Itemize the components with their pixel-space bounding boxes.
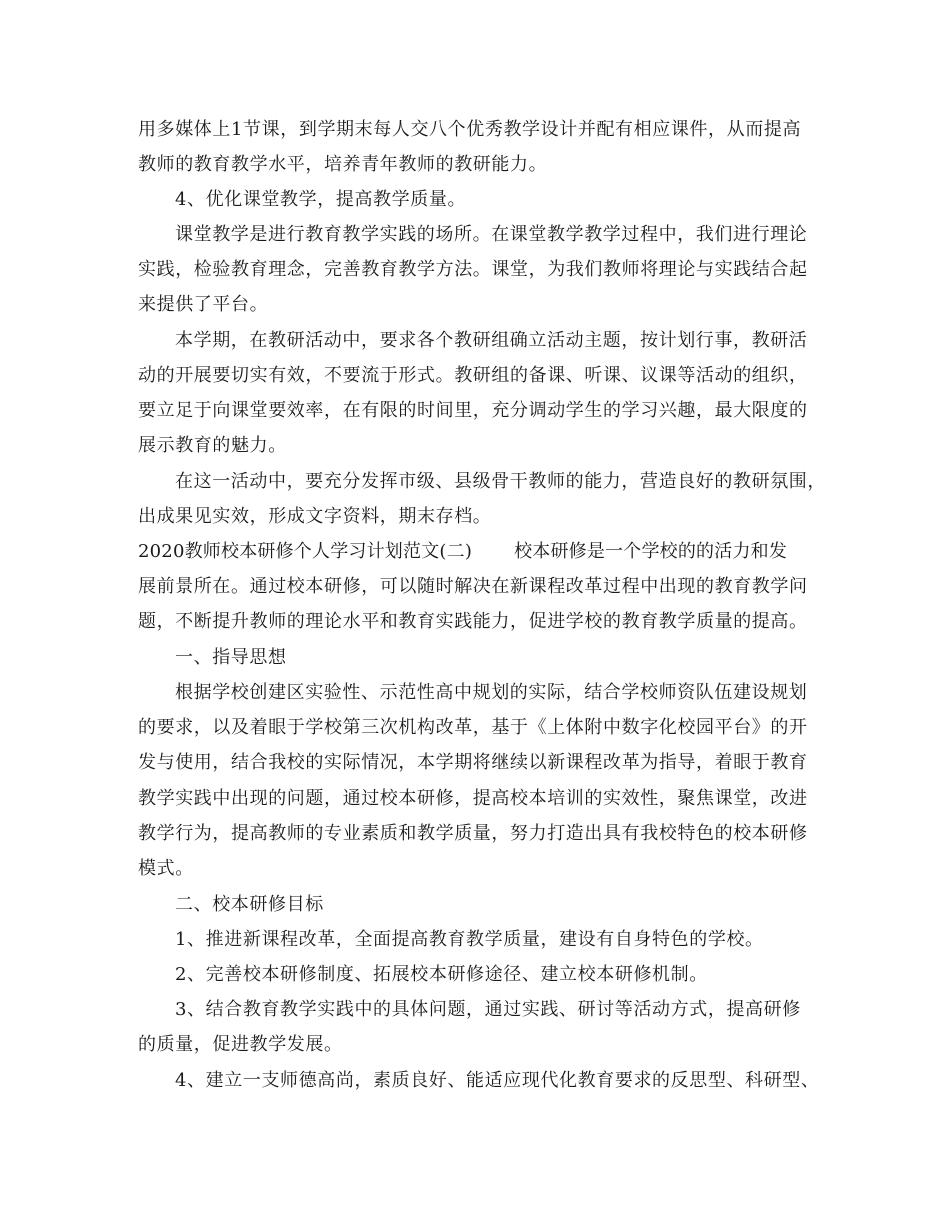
paragraph-line: 用多媒体上1节课，到学期末每人交八个优秀教学设计并配有相应课件，从而提高 bbox=[138, 119, 802, 140]
paragraph-line: 教学实践中出现的问题，通过校本研修，提高校本培训的实效性，聚焦课堂，改进 bbox=[138, 788, 808, 809]
section-heading: 一、指导思想 bbox=[175, 647, 287, 668]
list-item: 2、完善校本研修制度、拓展校本研修途径、建立校本研修机制。 bbox=[175, 964, 708, 985]
list-item: 4、建立一支师德高尚，素质良好、能适应现代化教育要求的反思型、科研型、 bbox=[175, 1070, 820, 1091]
paragraph-line: 4、优化课堂教学，提高教学质量。 bbox=[175, 189, 467, 210]
paragraph-line: 的要求，以及着眼于学校第三次机构改革，基于《上体附中数字化校园平台》的开 bbox=[138, 717, 808, 738]
section-heading: 二、校本研修目标 bbox=[175, 894, 324, 915]
paragraph-line: 发与使用，结合我校的实际情况，本学期将继续以新课程改革为指导，着眼于教育 bbox=[138, 752, 808, 773]
paragraph-line: 出成果见实效，形成文字资料，期末存档。 bbox=[138, 506, 492, 527]
paragraph-line: 展前景所在。通过校本研修，可以随时解决在新课程改革过程中出现的教育教学问 bbox=[138, 576, 808, 597]
section-title: 2020教师校本研修个人学习计划范文(二) bbox=[138, 541, 473, 562]
paragraph-line: 动的开展要切实有效，不要流于形式。教研组的备课、听课、议课等活动的组织， bbox=[138, 365, 808, 386]
paragraph-line: 要立足于向课堂要效率，在有限的时间里，充分调动学生的学习兴趣，最大限度的 bbox=[138, 400, 808, 421]
paragraph-line: 展示教育的魅力。 bbox=[138, 435, 287, 456]
paragraph-line: 模式。 bbox=[138, 858, 194, 879]
paragraph-line: 教师的教育教学水平，培养青年教师的教研能力。 bbox=[138, 154, 548, 175]
paragraph-line: 本学期，在教研活动中，要求各个教研组确立活动主题，按计划行事，教研活 bbox=[175, 330, 808, 351]
list-item: 1、推进新课程改革，全面提高教育教学质量，建设有自身特色的学校。 bbox=[175, 929, 764, 950]
paragraph-line: 根据学校创建区实验性、示范性高中规划的实际，结合学校师资队伍建设规划 bbox=[175, 682, 808, 703]
section-title-line bbox=[138, 541, 828, 563]
paragraph-line: 来提供了平台。 bbox=[138, 294, 269, 315]
list-item: 3、结合教育教学实践中的具体问题，通过实践、研讨等活动方式，提高研修 bbox=[175, 999, 801, 1020]
paragraph-line: 教学行为，提高教师的专业素质和教学质量，努力打造出具有我校特色的校本研修 bbox=[138, 823, 808, 844]
paragraph-line: 题，不断提升教师的理论水平和教育实践能力，促进学校的教育教学质量的提高。 bbox=[138, 611, 808, 632]
paragraph-line: 校本研修是一个学校的的活力和发 bbox=[514, 541, 788, 562]
paragraph-line: 在这一活动中，要充分发挥市级、县级骨干教师的能力，营造良好的教研氛围， bbox=[175, 471, 826, 492]
paragraph-line: 课堂教学是进行教育教学实践的场所。在课堂教学教学过程中，我们进行理论 bbox=[175, 224, 808, 245]
paragraph-line: 实践，检验教育理念，完善教育教学方法。课堂，为我们教师将理论与实践结合起 bbox=[138, 259, 808, 280]
paragraph-line: 的质量，促进教学发展。 bbox=[138, 1034, 343, 1055]
